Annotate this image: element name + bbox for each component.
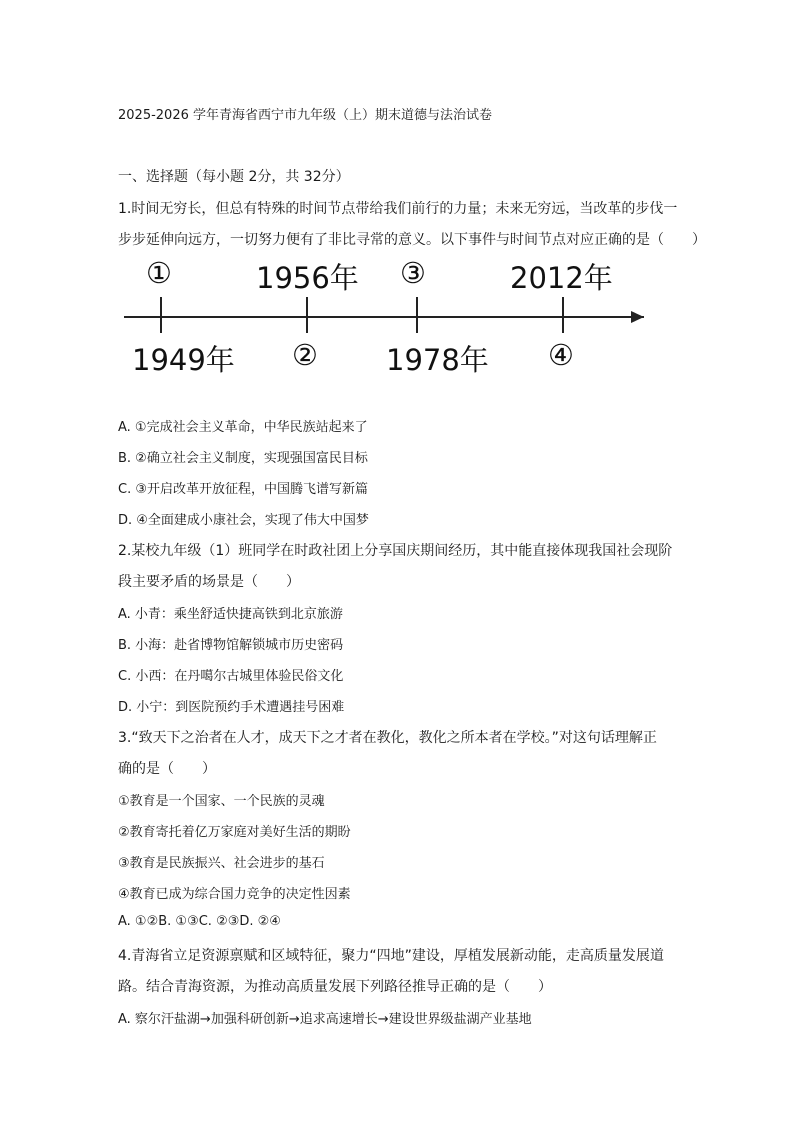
q1-option-b: B. ②确立社会主义制度，实现强国富民目标 [118, 451, 368, 466]
q2-stem-line1: 2.某校九年级（1）班同学在时政社团上分享国庆期间经历，其中能直接体现我国社会现阶 [118, 543, 673, 559]
q2-stem-line2: 段主要矛盾的场景是（ ） [118, 574, 300, 590]
q1-option-c: C. ③开启改革开放征程，中国腾飞谱写新篇 [118, 482, 368, 497]
q3-statement-4: ④教育已成为综合国力竞争的决定性因素 [118, 887, 351, 902]
timeline-tick [416, 297, 418, 333]
timeline-arrow-icon [631, 311, 644, 323]
q4-stem-line1: 4.青海省立足资源禀赋和区域特征，聚力“四地”建设，厚植发展新动能，走高质量发展道 [118, 948, 664, 964]
timeline-bottom-label-1: 1949年 [132, 343, 235, 377]
q3-statement-2: ②教育寄托着亿万家庭对美好生活的期盼 [118, 825, 351, 840]
q2-option-c: C. 小西：在丹噶尔古城里体验民俗文化 [118, 669, 344, 684]
timeline-bottom-label-2: ② [292, 338, 318, 372]
q3-statement-3: ③教育是民族振兴、社会进步的基石 [118, 856, 325, 871]
q1-stem-line1: 1.时间无穷长，但总有特殊的时间节点带给我们前行的力量；未来无穷远，当改革的步伐一 [118, 201, 678, 217]
timeline-bottom-label-3: 1978年 [386, 343, 489, 377]
timeline-top-label-4: 2012年 [510, 261, 613, 295]
timeline-top-label-3: ③ [400, 256, 426, 290]
q4-stem-line2: 路。结合青海资源，为推动高质量发展下列路径推导正确的是（ ） [118, 979, 552, 995]
q3-stem-line2: 确的是（ ） [118, 761, 216, 777]
timeline-bottom-label-4: ④ [548, 338, 574, 372]
q4-option-a: A. 察尔汗盐湖→加强科研创新→追求高速增长→建设世界级盐湖产业基地 [118, 1012, 532, 1027]
q3-statement-1: ①教育是一个国家、一个民族的灵魂 [118, 794, 325, 809]
timeline-top-label-2: 1956年 [256, 261, 359, 295]
q3-stem-line1: 3.“致天下之治者在人才，成天下之才者在教化，教化之所本者在学校。”对这句话理解正 [118, 730, 657, 746]
q1-option-a: A. ①完成社会主义革命，中华民族站起来了 [118, 420, 368, 435]
timeline-tick [306, 297, 308, 333]
q2-option-b: B. 小海：赴省博物馆解锁城市历史密码 [118, 638, 344, 653]
section-heading: 一、选择题（每小题 2分，共 32分） [118, 169, 350, 185]
exam-title: 2025-2026 学年青海省西宁市九年级（上）期末道德与法治试卷 [118, 108, 492, 123]
q1-stem-line2: 步步延伸向远方，一切努力便有了非比寻常的意义。以下事件与时间节点对应正确的是（ ） [118, 232, 706, 248]
timeline-tick [562, 297, 564, 333]
timeline-tick [160, 297, 162, 333]
q3-options: A. ①②B. ①③C. ②③D. ②④ [118, 914, 281, 929]
q2-option-a: A. 小青：乘坐舒适快捷高铁到北京旅游 [118, 607, 343, 622]
q2-option-d: D. 小宁：到医院预约手术遭遇挂号困难 [118, 700, 345, 715]
timeline-figure [118, 250, 658, 385]
timeline-axis [124, 316, 644, 318]
timeline-top-label-1: ① [146, 256, 172, 290]
q1-option-d: D. ④全面建成小康社会，实现了伟大中国梦 [118, 513, 369, 528]
